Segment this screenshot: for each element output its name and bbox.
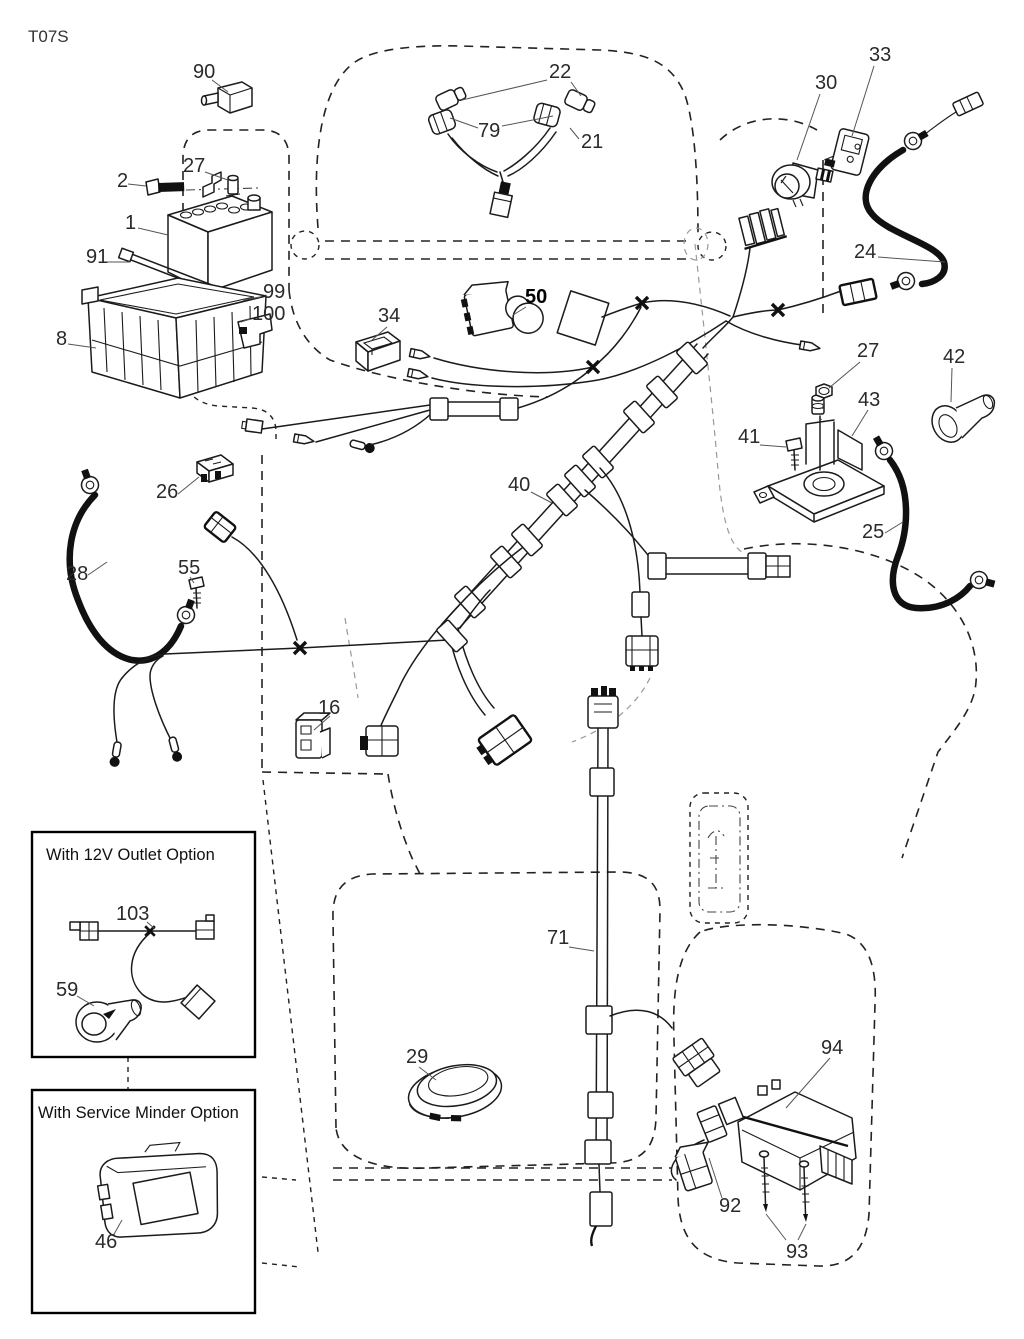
callout-34: 34 <box>378 305 401 327</box>
service-minder-title: With Service Minder Option <box>38 1104 239 1122</box>
callout-24: 24 <box>854 241 877 263</box>
light-switch-34 <box>356 332 400 371</box>
battery-cable-24 <box>866 92 984 295</box>
circuit-breaker <box>823 126 870 176</box>
callout-43: 43 <box>858 389 881 411</box>
bolt-41 <box>786 438 802 470</box>
callout-28: 28 <box>66 563 89 585</box>
battery-box-8 <box>82 278 272 398</box>
callout-103: 103 <box>116 903 150 925</box>
interlock-module-94 <box>719 1080 856 1190</box>
connector-90 <box>202 82 253 113</box>
callout-92: 92 <box>719 1195 742 1217</box>
callout-99: 99 <box>263 281 286 303</box>
callout-16: 16 <box>318 697 341 719</box>
callout-71: 71 <box>547 927 570 949</box>
terminal-stud-27 <box>226 176 240 197</box>
callout-22: 22 <box>549 61 572 83</box>
outlet-harness-103 <box>70 903 215 1019</box>
hood-outline <box>291 46 726 260</box>
callout-50: 50 <box>525 286 548 308</box>
connector-small-left <box>204 511 297 640</box>
callout-46: 46 <box>95 1231 118 1253</box>
callout-79: 79 <box>478 120 501 142</box>
connector-black-right <box>839 279 876 306</box>
connector-16 <box>296 713 330 758</box>
solenoid-50 <box>458 272 546 346</box>
battery-bolt-2 <box>146 179 258 195</box>
terminal-boot-42 <box>926 394 995 448</box>
callout-1: 1 <box>125 212 137 234</box>
outlet-option-inset <box>32 832 255 1057</box>
callout-33: 33 <box>869 44 892 66</box>
solenoid-cable-25 <box>869 433 997 608</box>
rear-lower-outline <box>674 925 876 1266</box>
battery-terminal-post <box>248 195 260 210</box>
callout-41: 41 <box>738 426 761 448</box>
branch-inline-connector <box>585 490 790 579</box>
callout-25: 25 <box>862 521 885 543</box>
guide-dash-1 <box>345 618 358 698</box>
mid-wire-group <box>241 248 841 454</box>
fuse-26 <box>197 455 233 482</box>
connector-92 <box>671 1105 727 1191</box>
callout-42: 42 <box>943 346 966 368</box>
callout-26: 26 <box>156 481 179 503</box>
callout-93: 93 <box>786 1241 809 1263</box>
center-lower-outline <box>333 872 672 1180</box>
callout-55: 55 <box>178 557 201 579</box>
callout-29: 29 <box>406 1046 429 1068</box>
outlet-socket-59 <box>56 979 142 1042</box>
service-minder-inset <box>32 1090 255 1313</box>
outlet-option-title: With 12V Outlet Option <box>46 846 215 864</box>
callout-30: 30 <box>815 72 838 94</box>
headlight-harness <box>427 85 596 218</box>
starter-solenoid-43 <box>754 395 884 522</box>
rear-fender-outline <box>744 544 976 858</box>
callout-91: 91 <box>86 246 109 268</box>
mount-plate <box>557 291 609 345</box>
battery-terminal-bracket <box>203 172 221 197</box>
callout-100: 100 <box>252 303 286 325</box>
hour-meter-29 <box>404 1058 506 1129</box>
callout-40: 40 <box>508 474 531 496</box>
callout-21: 21 <box>581 131 604 153</box>
rear-connector-pair <box>672 1038 723 1090</box>
callout-90: 90 <box>193 61 216 83</box>
sheet-code: T07S <box>28 27 69 46</box>
callout-8: 8 <box>56 328 68 350</box>
callout-59: 59 <box>56 979 79 1001</box>
callout-2: 2 <box>117 170 129 192</box>
harness-end-connector <box>473 714 532 769</box>
callout-27b: 27 <box>857 340 880 362</box>
console-outline <box>690 793 748 923</box>
callout-94: 94 <box>821 1037 844 1059</box>
connector-block-top <box>737 206 788 249</box>
callout-27a: 27 <box>183 155 206 177</box>
